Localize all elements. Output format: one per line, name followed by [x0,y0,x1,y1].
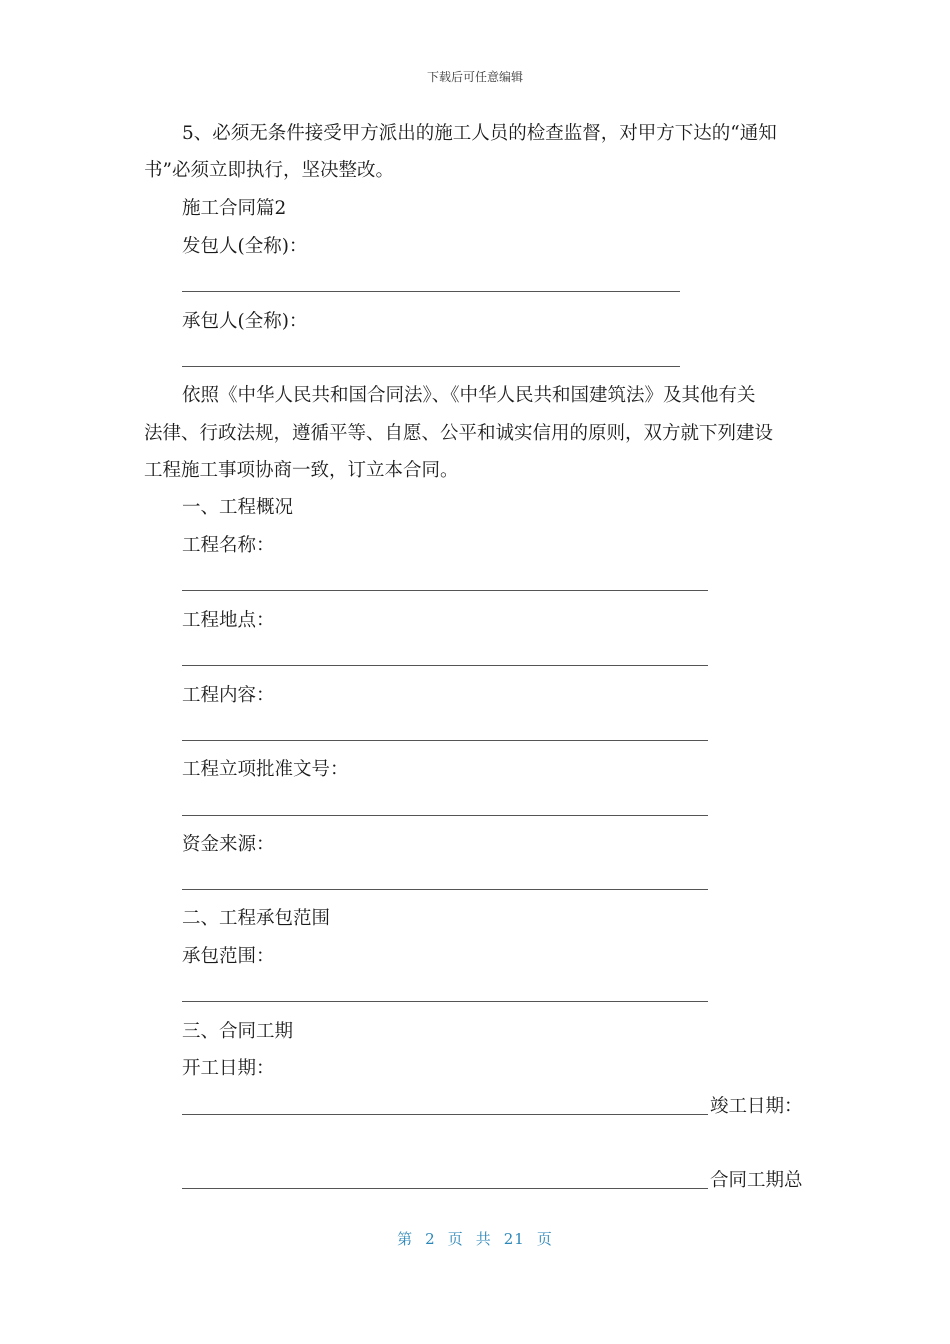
total-period-label: 合同工期总 [710,1170,803,1191]
section-heading: 三、合同工期 [182,1021,294,1042]
header-note: 下载后可任意编辑 [426,70,523,84]
contractor-blank-line [182,366,680,367]
project-name-blank-line [182,590,708,591]
funding-source-label: 资金来源： [182,834,275,855]
footer-text: 共 [475,1230,492,1248]
page-footer [0,1228,950,1249]
project-content-blank-line [182,740,708,741]
employer-label: 发包人(全称)： [182,236,308,257]
approval-no-blank-line [182,815,708,816]
total-pages: 21 [503,1230,525,1248]
footer-text: 第 [397,1230,414,1248]
approval-no-label: 工程立项批准文号： [182,759,349,780]
paragraph-line: 5、必须无条件接受甲方派出的施工人员的检查监督，对甲方下达的“通知 [182,123,777,144]
paragraph-line: 法律、行政法规，遵循平等、自愿、公平和诚实信用的原则，双方就下列建设 [144,423,774,444]
paragraph-line: 工程施工事项协商一致，订立本合同。 [144,460,459,481]
start-date-blank-line [182,1114,708,1115]
page-number: 2 [425,1230,436,1248]
project-content-label: 工程内容： [182,685,275,706]
project-location-blank-line [182,665,708,666]
paragraph-line: 依照《中华人民共和国合同法》、《中华人民共和国建筑法》及其他有关 [182,385,756,406]
completion-date-label: 竣工日期： [710,1096,803,1117]
project-name-label: 工程名称： [182,535,275,556]
employer-blank-line [182,291,680,292]
contractor-label: 承包人(全称)： [182,311,308,332]
start-date-label: 开工日期： [182,1058,275,1079]
paragraph-line: 书”必须立即执行，坚决整改。 [144,160,394,181]
scope-blank-line [182,1001,708,1002]
footer-text: 页 [447,1230,464,1248]
section-heading: 二、工程承包范围 [182,908,331,929]
scope-label: 承包范围： [182,946,275,967]
footer-text: 页 [536,1230,553,1248]
funding-source-blank-line [182,889,708,890]
section-title: 施工合同篇2 [182,198,287,219]
project-location-label: 工程地点： [182,610,275,631]
completion-date-blank-line [182,1188,708,1189]
section-heading: 一、工程概况 [182,497,294,518]
